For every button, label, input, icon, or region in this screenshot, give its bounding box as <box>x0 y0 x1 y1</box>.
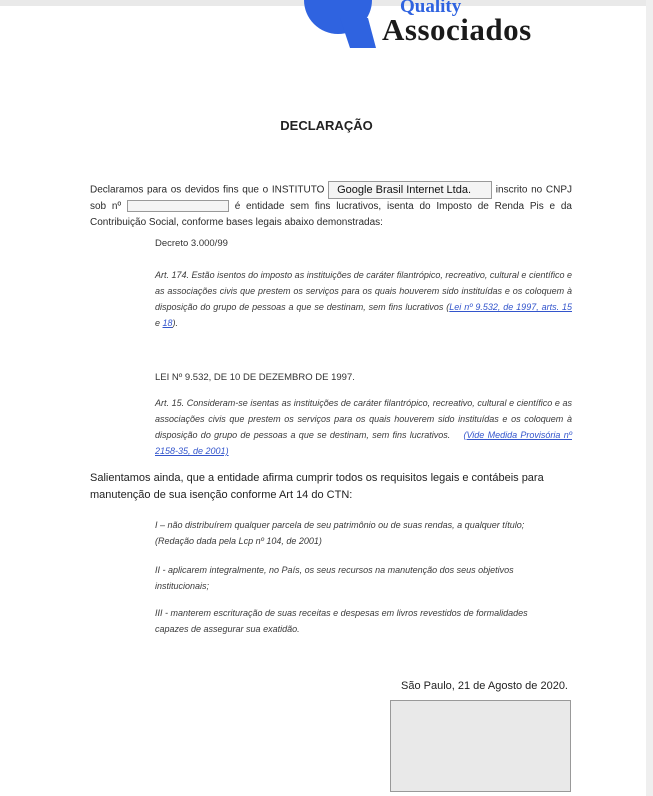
date-line: São Paulo, 21 de Agosto de 2020. <box>401 680 568 692</box>
logo-bottom-word: Associados <box>382 12 532 47</box>
decree-heading: Decreto 3.000/99 <box>155 238 228 249</box>
article-174-end: ). <box>172 318 179 328</box>
institution-field[interactable]: Google Brasil Internet Ltda. <box>328 181 492 199</box>
requirement-item-1: I – não distribuírem qualquer parcela de seu patrimônio ou de suas rendas, a qualquer título; (Redação dada pela Lcp nº 104, de 2001) <box>155 520 525 546</box>
intro-text-1: Declaramos para os devidos fins que o INSTITUTO <box>90 184 325 196</box>
law-heading: LEI Nº 9.532, DE 10 DE DEZEMBRO DE 1997. <box>155 372 355 383</box>
cnpj-field[interactable] <box>127 200 229 212</box>
requirement-item-2: II - aplicarem integralmente, no País, os seus recursos na manutenção dos seus objetivos institucionais; <box>155 565 514 591</box>
article-174-text: Art. 174. Estão isentos do imposto as instituições de caráter filantrópico, recreativo, cultural e científico e as associações civis que prestem os serviços para os quais houverem sido instituídas e os coloquem à disposição do grupo de pessoas a que se destinam, sem fins lucrativos ( <box>155 270 572 312</box>
requirement-item-3: III - manterem escrituração de suas receitas e despesas em livros revestidos de formalidades capazes de assegurar sua exatidão. <box>155 608 528 634</box>
intro-text-3: é entidade sem fins lucrativos, isenta do Imposto de Renda Pis e da Contribuição Social, conforme bases legais abaixo demonstradas: <box>90 201 572 228</box>
law-link-arts-15[interactable]: Lei nº 9.532, de 1997, arts. 15 <box>449 302 572 312</box>
article-15 <box>155 395 572 459</box>
article-174 <box>155 267 572 331</box>
signature-box[interactable] <box>390 700 571 792</box>
intro-text-2: inscrito no CNPJ sob nº <box>90 184 573 212</box>
law-link-18[interactable]: 18 <box>162 318 173 328</box>
logo-top-word: Quality <box>400 0 462 17</box>
company-logo <box>298 0 568 52</box>
article-15-text: Art. 15. Consideram-se isentas as instituições de caráter filantrópico, recreativo, cultural e científico e as associações civis que prestem os serviços para os quais houverem sido instituídas e os coloquem à disposição do grupo de pessoas a que se destinam, sem fins lucrativos. <box>155 398 572 440</box>
provisional-measure-link[interactable]: (Vide Medida Provisória nº 2158-35, de 2001) <box>155 430 572 456</box>
document-title: DECLARAÇÃO <box>280 118 373 133</box>
quality-q-shape-icon <box>298 0 378 50</box>
ctn-paragraph: Salientamos ainda, que a entidade afirma cumprir todos os requisitos legais e contábeis para manutenção de sua isenção conforme Art 14 do CTN: <box>90 472 544 501</box>
intro-paragraph <box>90 181 572 230</box>
article-174-mid: e <box>155 318 163 328</box>
